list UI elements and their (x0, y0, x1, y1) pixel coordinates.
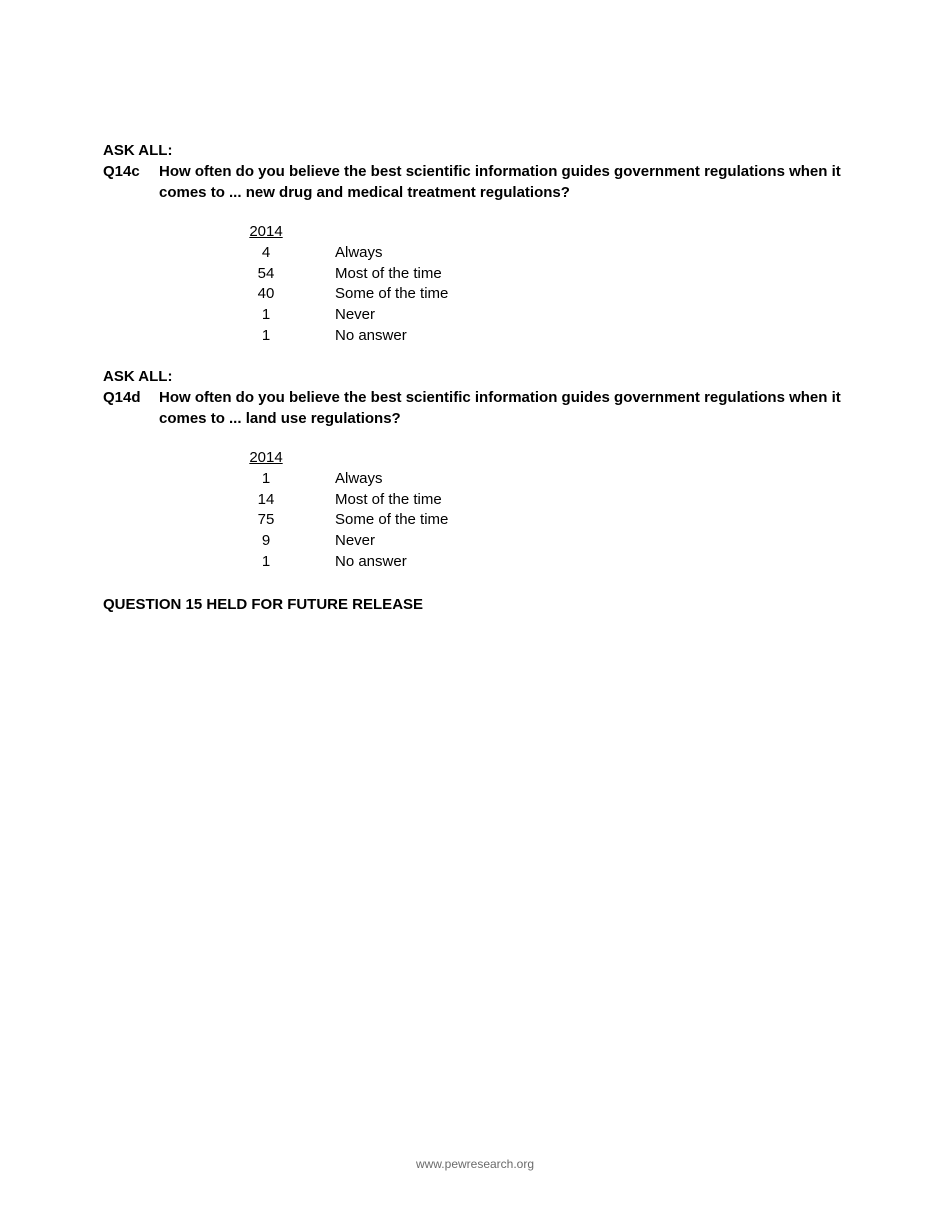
result-row (103, 243, 863, 264)
result-row (103, 284, 863, 305)
result-value: 54 (257, 264, 275, 282)
result-label: Some of the time (335, 285, 449, 303)
result-row (103, 326, 863, 347)
results-table (103, 222, 863, 347)
result-value: 9 (261, 532, 271, 550)
result-label: Most of the time (335, 264, 442, 282)
result-value: 4 (261, 243, 271, 261)
result-value: 40 (257, 285, 275, 303)
ask-all-label: ASK ALL: (103, 142, 173, 159)
result-row (103, 305, 863, 326)
result-row (103, 490, 863, 511)
result-label: No answer (335, 552, 407, 570)
ask-all-label: ASK ALL: (103, 368, 173, 385)
question-text (103, 161, 863, 203)
question-body: How often do you believe the best scientific information guides government regulations when it comes to ... new drug and medical treatment regulations? (159, 163, 841, 201)
result-label: No answer (335, 326, 407, 344)
results-table (103, 448, 863, 573)
question-id: Q14d (103, 389, 141, 406)
result-label: Some of the time (335, 511, 449, 529)
question-section-q14c (103, 140, 863, 347)
question-body: How often do you believe the best scientific information guides government regulations when it comes to ... land use regulations? (159, 389, 841, 427)
footer-url: www.pewresearch.org (415, 1157, 535, 1171)
result-value: 1 (261, 552, 271, 570)
question-text (103, 387, 863, 429)
result-value: 75 (257, 511, 275, 529)
held-for-release-note: QUESTION 15 HELD FOR FUTURE RELEASE (103, 596, 424, 613)
question-id: Q14c (103, 163, 140, 180)
result-value: 14 (257, 490, 275, 508)
result-label: Most of the time (335, 490, 442, 508)
result-value: 1 (261, 306, 271, 324)
result-row (103, 469, 863, 490)
result-row (103, 552, 863, 573)
result-row (103, 264, 863, 285)
result-label: Never (335, 532, 376, 550)
result-label: Always (335, 243, 383, 261)
question-section-q14d (103, 366, 863, 573)
result-value: 1 (261, 326, 271, 344)
year-header: 2014 (249, 449, 283, 466)
result-label: Always (335, 469, 383, 487)
result-label: Never (335, 306, 376, 324)
result-row (103, 510, 863, 531)
year-header: 2014 (249, 223, 283, 240)
result-row (103, 531, 863, 552)
result-value: 1 (261, 469, 271, 487)
